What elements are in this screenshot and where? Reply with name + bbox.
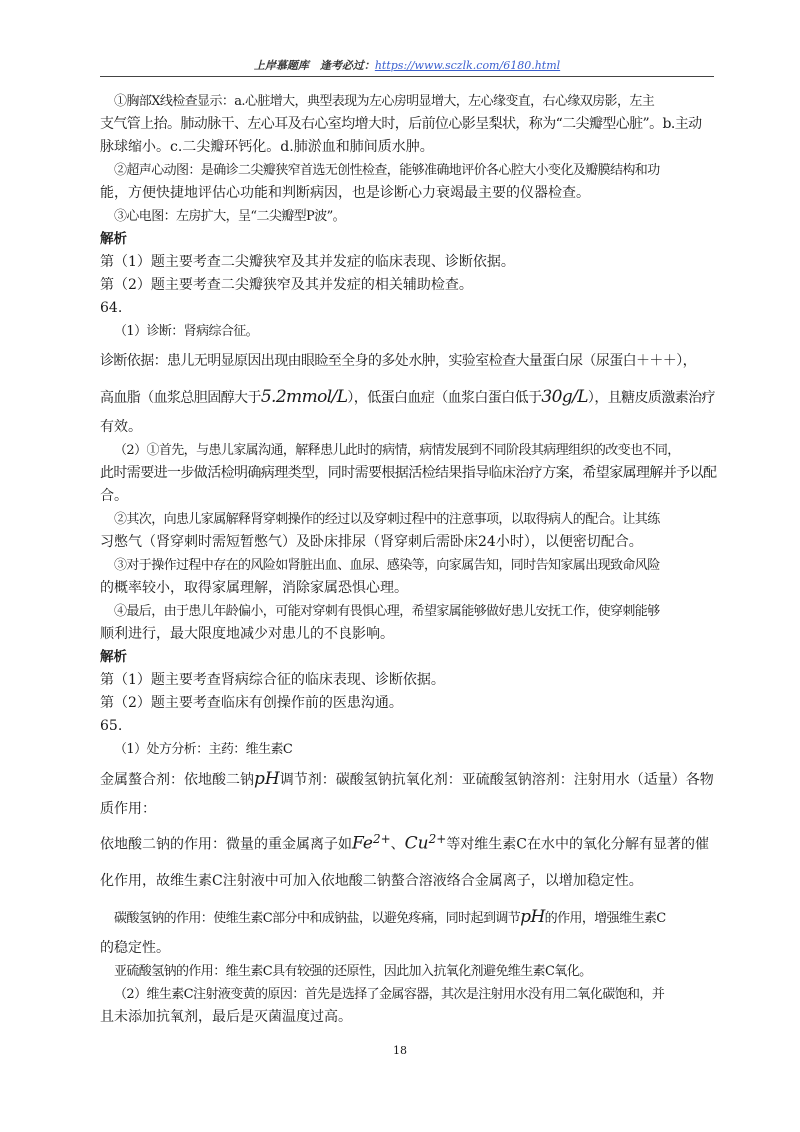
- text-segment: 、: [390, 836, 405, 853]
- math-value: 5.2mmol/L: [260, 387, 348, 407]
- header-divider: [100, 76, 714, 77]
- text-line: 合。: [100, 488, 128, 504]
- text-line: （2）①首先，与患儿家属沟通，解释患儿此时的病情，病情发展到不同阶段其病理组织的改变也不同，: [114, 443, 680, 458]
- header-title: 上岸慕题库 逢考必过：: [253, 59, 375, 72]
- text-line: ②其次，向患儿家属解释肾穿刺操作的经过以及穿刺过程中的注意事项，以取得病人的配合。让其练: [114, 512, 660, 527]
- page-header: [100, 58, 714, 74]
- text-segment: 碳酸氢钠的作用：使维生素C部分中和成钠盐，以避免疼痛，同时起到调节: [114, 910, 521, 926]
- math-value: pH: [254, 769, 280, 789]
- text-line: 化作用，故维生素C注射液中可加入依地酸二钠螯合溶液络合金属离子，以增加稳定性。: [100, 872, 643, 889]
- text-line: 此时需要进一步做活检明确病理类型，同时需要根据活检结果指导临床治疗方案，希望家属理解并予以配: [100, 465, 717, 481]
- analysis-heading: 解析: [100, 649, 127, 665]
- text-line: 且未添加抗氧剂，最后是灭菌温度过高。: [100, 1008, 352, 1025]
- document-body: [100, 90, 720, 1029]
- math-value: Cu: [404, 833, 429, 854]
- text-line: ②超声心动图：是确诊二尖瓣狭窄首选无创性检查，能够准确地评价各心腔大小变化及瓣膜结构和功: [114, 163, 660, 178]
- text-line: 亚硫酸氢钠的作用：维生素C具有较强的还原性，因此加入抗氧化剂避免维生素C氧化。: [114, 963, 592, 979]
- text-line: 有效。: [100, 419, 142, 435]
- text-line: ④最后，由于患儿年龄偏小，可能对穿刺有畏惧心理，希望家属能够做好患儿安抚工作，使穿刺能够: [114, 604, 660, 619]
- text-line: 能，方便快捷地评估心功能和判断病因，也是诊断心力衰竭最主要的仪器检查。: [100, 185, 590, 201]
- text-line: [100, 761, 720, 798]
- math-value: 30g/L: [541, 387, 588, 407]
- question-number: 65.: [100, 718, 123, 734]
- text-line: （2）维生素C注射液变黄的原因：首先是选择了金属容器，其次是注射用水没有用二氧化碳饱和，并: [114, 986, 665, 1002]
- text-segment: 高血脂（血浆总胆固醇大于: [100, 390, 261, 406]
- text-segment: ），低蛋白血症（血浆白蛋白低于: [347, 390, 542, 406]
- text-line: （1）处方分析：主药：维生素C: [114, 742, 293, 757]
- text-segment: 依地酸二钠的作用：微量的重金属离子如: [100, 836, 352, 853]
- math-value: pH: [520, 906, 545, 927]
- text-line: 的稳定性。: [100, 939, 170, 956]
- question-number: 64.: [100, 300, 123, 316]
- text-segment: ），且糖皮质激素治疗: [587, 390, 715, 406]
- header-url-link[interactable]: https://www.sczlk.com/6180.html: [374, 59, 561, 72]
- math-superscript: 2+: [372, 832, 391, 846]
- text-line: 第（2）题主要考查二尖瓣狭窄及其并发症的相关辅助检查。: [100, 277, 473, 293]
- analysis-heading: 解析: [100, 231, 127, 247]
- text-segment: 调节剂：碳酸氢钠抗氧化剂：亚硫酸氢钠溶剂：注射用水（适量）各物: [279, 772, 714, 788]
- text-line: [100, 379, 720, 416]
- text-line: 习憋气（肾穿刺时需短暂憋气）及卧床排尿（肾穿刺后需卧床24小时），以便密切配合。: [100, 534, 643, 550]
- math-superscript: 2+: [428, 832, 447, 846]
- text-line: 脉球缩小。c.二尖瓣环钙化。d.肺淤血和肺间质水肿。: [100, 139, 434, 155]
- text-segment: 等对维生素C在水中的氧化分解有显著的催: [446, 836, 710, 853]
- text-line: ①胸部X线检查显示：a.心脏增大，典型表现为左心房明显增大，左心缘变直，右心缘双房影，左主: [114, 94, 655, 109]
- text-line: 顺利进行，最大限度地减少对患儿的不良影响。: [100, 626, 394, 642]
- text-line: ③对于操作过程中存在的风险如肾脏出血、血尿、感染等，向家属告知，同时告知家属出现致命风险: [114, 558, 660, 573]
- page-number: 18: [393, 1044, 407, 1057]
- math-value: Fe: [352, 833, 373, 854]
- text-segment: 金属螯合剂：依地酸二钠: [100, 772, 254, 788]
- text-line: 质作用：: [100, 801, 156, 817]
- text-segment: 的作用，增强维生素C: [544, 910, 666, 926]
- text-line: 的概率较小，取得家属理解，消除家属恐惧心理。: [100, 580, 408, 596]
- text-line: 诊断依据：患儿无明显原因出现由眼睑至全身的多处水肿，实验室检查大量蛋白尿（尿蛋白＋＋＋），: [100, 353, 696, 369]
- text-line: 第（2）题主要考查临床有创操作前的医患沟通。: [100, 695, 403, 711]
- text-line: （1）诊断：肾病综合征。: [114, 324, 259, 339]
- text-line: 支气管上抬。肺动脉干、左心耳及右心室均增大时，后前位心影呈梨状，称为“二尖瓣型心脏”。b.主动: [100, 116, 702, 132]
- text-line: 第（1）题主要考查二尖瓣狭窄及其并发症的临床表现、诊断依据。: [100, 254, 515, 270]
- text-line: 第（1）题主要考查肾病综合征的临床表现、诊断依据。: [100, 672, 445, 688]
- text-line: [100, 899, 720, 937]
- text-line: [100, 821, 720, 863]
- text-line: ③心电图：左房扩大，呈“二尖瓣型P波”。: [114, 209, 346, 224]
